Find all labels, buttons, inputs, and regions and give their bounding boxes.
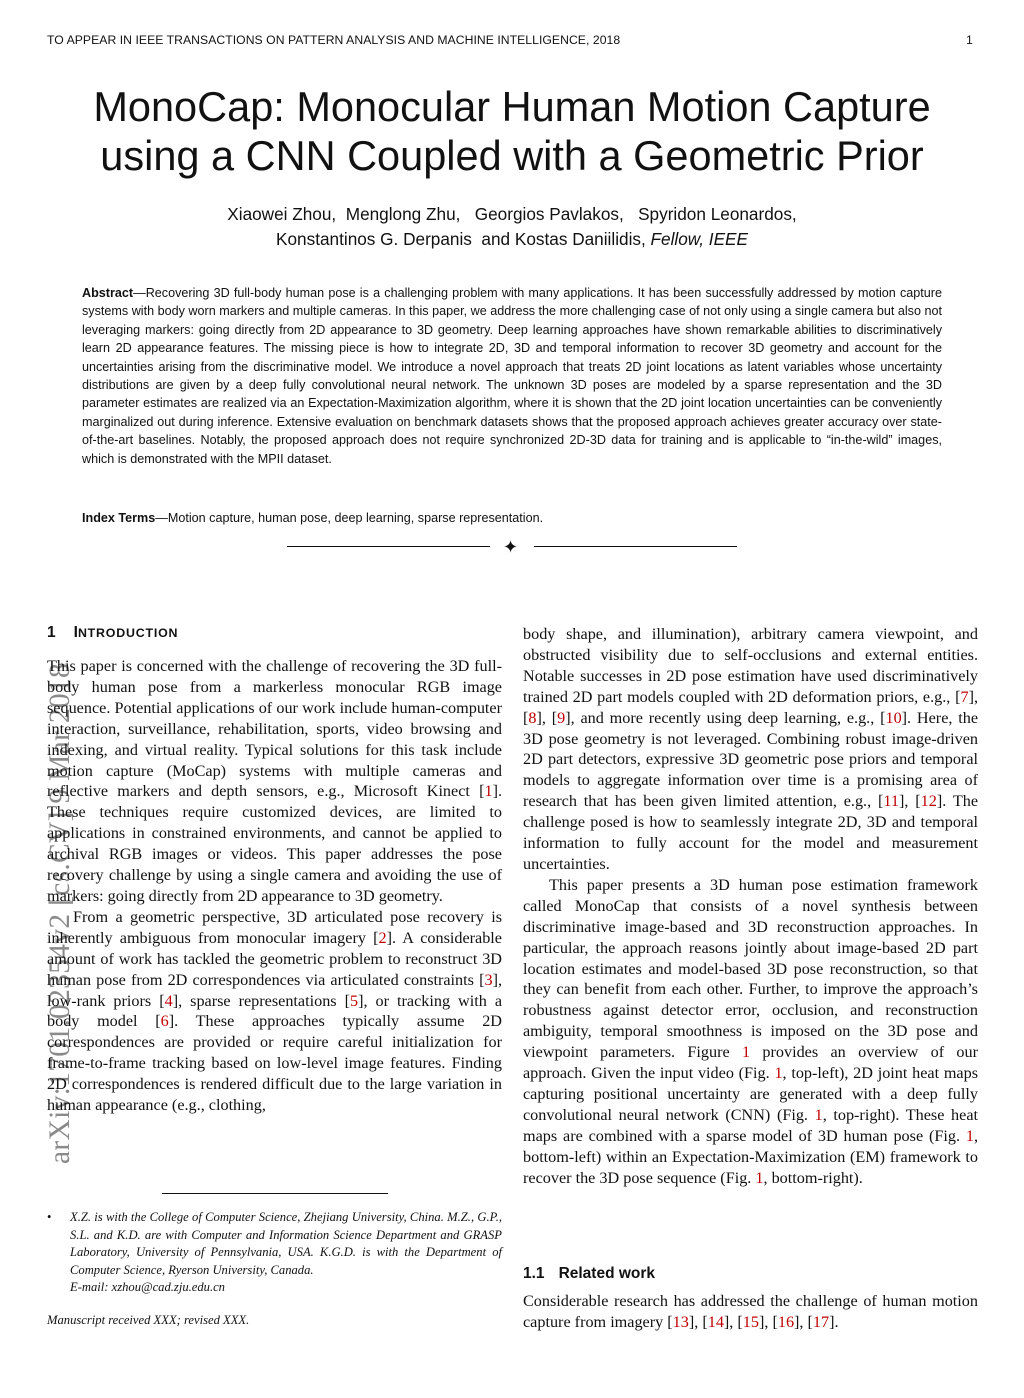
citation-link[interactable]: 16 xyxy=(777,1312,795,1331)
text-run: ]. xyxy=(829,1312,839,1331)
text-run: ], low-rank priors [ xyxy=(47,970,502,1010)
section-number: 1 xyxy=(47,624,56,641)
text-run: ], or tracking with a body model [ xyxy=(47,991,503,1031)
text-run: This paper presents a 3D human pose estimation framework called MonoCap that consists of a novel synthesis between discriminative image-based and 3D reconstruction approaches. In particular, the approach reasons jointly about image-based 2D part location estimates and model-based 3D pose reconstruction, so that they can benefit from each other. Further, to improve the approach’s robustness against detector error, occlusion, and reconstruction ambiguity, temporal smoothness is imposed on the 3D pose and viewpoint parameters. Figure xyxy=(523,875,978,1062)
running-head: TO APPEAR IN IEEE TRANSACTIONS ON PATTERN ANALYSIS AND MACHINE INTELLIGENCE, 2018 xyxy=(47,33,621,47)
citation-link[interactable]: 1 xyxy=(484,782,493,801)
citation-link[interactable]: 12 xyxy=(920,792,937,811)
author-footnote xyxy=(47,1209,502,1297)
text-run: ], [ xyxy=(536,708,558,727)
citation-link[interactable]: 5 xyxy=(349,991,359,1010)
text-run: ]. These approaches typically assume 2D correspondences are provided or require careful initialization for frame-to-frame tracking based on low-level image features. Finding 2D correspondences is rendered difficult due to the large variation in human appearance (e.g., clothing, xyxy=(47,1012,502,1115)
text-run: Considerable research has addressed the challenge of human motion capture from imagery [ xyxy=(523,1292,978,1331)
text-run: body shape, and illumination), arbitrary camera viewpoint, and obstructed visibility due to self-occlusions and external entities. Notable successes in 2D pose estimation have used discriminatively trained 2D part models coupled with 2D deformation priors, e.g., [ xyxy=(523,625,978,706)
citation-link[interactable]: 13 xyxy=(672,1312,689,1331)
section-heading-introduction xyxy=(47,624,178,642)
subsection-number: 1.1 xyxy=(523,1265,545,1282)
text-run: ]. Here, the 3D pose geometry is not leveraged. Combining robust image-driven 2D part detectors, expressive 3D geometric pose priors and temporal models to aggregate information over time is a promising area of research that has been given limited attention, e.g., [ xyxy=(523,708,979,811)
intro-paragraph-1 xyxy=(47,656,502,907)
subsection-title: Related work xyxy=(558,1265,656,1282)
citation-link[interactable]: 2 xyxy=(378,928,387,947)
paper-title xyxy=(0,82,1024,180)
citation-link[interactable]: 8 xyxy=(528,708,537,727)
text-run: ]. These techniques require customized devices, are limited to applications in constrained environments, and cannot be applied to archival RGB images or videos. This paper addresses the pose recovery challenge by using a single camera and avoiding the use of markers: going directly from 2D appearance to 3D geometry. xyxy=(47,782,502,905)
citation-link[interactable]: 11 xyxy=(883,792,899,811)
citation-link[interactable]: 9 xyxy=(557,708,566,727)
related-paragraph-1 xyxy=(523,1291,978,1333)
section-title-rest: NTRODUCTION xyxy=(77,626,179,640)
text-run: ], [ xyxy=(794,1312,813,1331)
citation-link[interactable]: 10 xyxy=(885,708,902,727)
index-terms-label: Index Terms xyxy=(82,511,156,525)
title-line-2: using a CNN Coupled with a Geometric Prior xyxy=(100,132,924,179)
intro-paragraph-2 xyxy=(47,907,502,1116)
arxiv-stamp: arXiv:1701.02354v2 [cs.CV] 9 Mar 2018 xyxy=(44,662,76,1164)
page-number: 1 xyxy=(966,33,973,47)
text-run: , bottom-left) within an Expectation-Maximization (EM) framework to recover the 3D pose sequence (Fig. xyxy=(523,1126,978,1187)
text-run: ]. The challenge posed is how to seamlessly integrate 2D, 3D and temporal information to fully account for the model and measurement uncertainties. xyxy=(523,792,978,873)
index-terms-dash: — xyxy=(155,511,168,525)
intro-paragraph-4 xyxy=(523,875,978,1189)
figure-link[interactable]: 1 xyxy=(742,1043,751,1062)
text-run: ], [ xyxy=(758,1312,778,1331)
abstract-text: Recovering 3D full-body human pose is a challenging problem with many applications. It has been successfully addressed by motion capture systems with body worn markers and multiple cameras. In this paper, we address the more challenging case of not only using a single camera but also not leveraging markers: going directly from 2D appearance to 3D geometry. Deep learning approaches have shown remarkable abilities to discriminatively learn 2D appearance features. The missing piece is how to integrate 2D, 3D and temporal information to recover 3D geometry and account for the uncertainties arising from the discriminative model. We introduce a novel approach that treats 2D joint locations as latent variables whose uncertainty distributions are given by a deep fully convolutional neural network. The unknown 3D poses are modeled by a sparse representation and the 3D parameter estimates are realized via an Expectation-Maximization algorithm, where it is shown that the 2D joint location uncertainties can be conveniently marginalized out during inference. Extensive evaluation on benchmark datasets shows that the proposed approach achieves greater accuracy over state-of-the-art baselines. Notably, the proposed approach does not require synchronized 2D-3D data for training and is applicable to “in-the-wild” images, which is demonstrated with the MPII dataset. xyxy=(82,286,942,466)
text-run: From a geometric perspective, 3D articulated pose recovery is inherently ambiguous from monocular imagery [ xyxy=(47,907,502,947)
text-run: ], [ xyxy=(723,1312,743,1331)
divider-star-icon: ✦ xyxy=(503,537,519,557)
citation-link[interactable]: 17 xyxy=(812,1312,830,1331)
text-run: , top-right). These heat maps are combined with a sparse model of 3D human pose (Fig. xyxy=(523,1105,978,1145)
authors-fellow-title: Fellow, IEEE xyxy=(650,229,748,249)
left-column xyxy=(47,656,502,1116)
footnote-bullet: • xyxy=(47,1210,52,1224)
subsection-heading-related-work xyxy=(523,1265,655,1283)
text-run: provides an overview of our approach. Given the input video (Fig. xyxy=(523,1043,978,1083)
figure-link[interactable]: 1 xyxy=(774,1064,783,1083)
citation-link[interactable]: 15 xyxy=(742,1312,759,1331)
abstract-label: Abstract xyxy=(82,286,134,300)
title-line-1: MonoCap: Monocular Human Motion Capture xyxy=(93,83,931,130)
section-title-initial: I xyxy=(73,624,78,641)
footnote-affiliations: X.Z. is with the College of Computer Science, Zhejiang University, China. M.Z., G.P., S.L. and K.D. are with Computer and Information Science Department and GRASP Laboratory, University of Pennsylvania, USA. K.G.D. is with the Department of Computer Science, Ryerson University, Canada. xyxy=(70,1210,502,1277)
text-run: ], [ xyxy=(898,792,921,811)
intro-paragraph-3 xyxy=(523,624,978,875)
text-run: ], sparse representations [ xyxy=(172,991,350,1010)
citation-link[interactable]: 3 xyxy=(484,970,493,989)
divider-right xyxy=(534,546,737,547)
text-run: This paper is concerned with the challenge of recovering the 3D full-body human pose from a markerless monocular RGB image sequence. Potential applications of our work include human-computer interaction, surveillance, rehabilitation, sports, video browsing and indexing, and virtual reality. Typical solutions for this task include motion capture (MoCap) systems with multiple cameras and reflective markers and depth sensors, e.g., Microsoft Kinect [ xyxy=(47,657,502,801)
right-column xyxy=(523,624,978,1188)
figure-link[interactable]: 1 xyxy=(965,1126,974,1145)
abstract xyxy=(82,284,942,468)
authors-line-2 xyxy=(0,227,1024,252)
text-run: ], [ xyxy=(688,1312,708,1331)
index-terms-text: Motion capture, human pose, deep learning, sparse representation. xyxy=(167,511,544,525)
text-run: ], [ xyxy=(523,687,978,727)
manuscript-note: Manuscript received XXX; revised XXX. xyxy=(47,1313,250,1327)
text-run: , bottom-right). xyxy=(763,1168,863,1187)
citation-link[interactable]: 4 xyxy=(164,991,173,1010)
authors-line-1: Xiaowei Zhou, Menglong Zhu, Georgios Pavlakos, Spyridon Leonardos, xyxy=(227,204,797,224)
related-work-text xyxy=(523,1291,978,1333)
citation-link[interactable]: 6 xyxy=(160,1012,169,1031)
footnote-email: E-mail: xzhou@cad.zju.edu.cn xyxy=(70,1280,225,1295)
text-run: , top-left), 2D joint heat maps capturing positional uncertainty are generated with a deep fully convolutional neural network (CNN) (Fig. xyxy=(523,1064,978,1124)
figure-link[interactable]: 1 xyxy=(814,1105,823,1124)
citation-link[interactable]: 14 xyxy=(707,1312,724,1331)
figure-link[interactable]: 1 xyxy=(755,1168,764,1187)
index-terms xyxy=(82,509,942,527)
text-run: ]. A considerable amount of work has tackled the geometric problem to reconstruct 3D human pose from 2D correspondences via articulated constraints [ xyxy=(47,928,502,989)
footnote-rule xyxy=(162,1193,388,1194)
abstract-dash: — xyxy=(133,286,146,300)
divider-left xyxy=(287,546,490,547)
authors-line-2-names: Konstantinos G. Derpanis and Kostas Daniilidis, xyxy=(276,229,651,249)
citation-link[interactable]: 7 xyxy=(960,687,969,706)
text-run: ], and more recently using deep learning, e.g., [ xyxy=(565,708,886,727)
author-list xyxy=(0,202,1024,252)
